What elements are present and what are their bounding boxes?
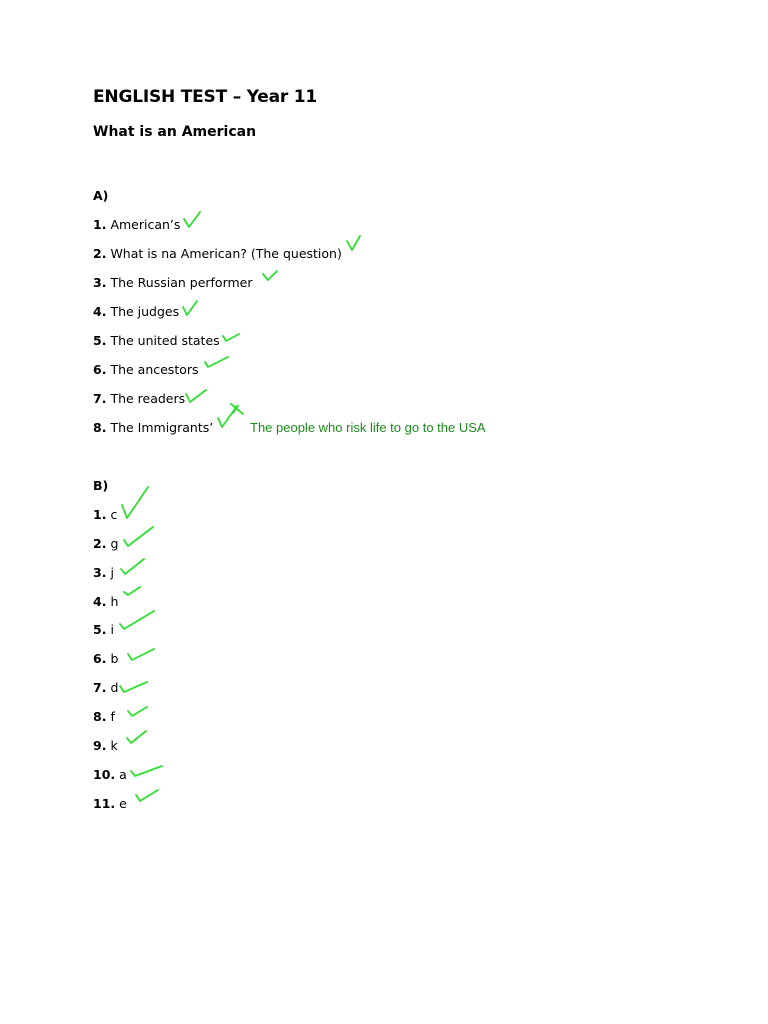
answer-b-6 [93,651,118,666]
check-mark-icon [218,406,237,427]
answer-b-11 [93,796,127,811]
check-mark-icon [122,487,148,518]
page-title: ENGLISH TEST – Year 11 [93,87,318,107]
answer-text: The united states [110,333,220,348]
answer-number: 7. [93,680,107,695]
check-mark-icon [124,587,140,595]
answer-text: c [110,507,118,522]
answer-a-5 [93,333,220,348]
answer-a-3 [93,275,253,290]
check-mark-icon [205,357,228,367]
answer-text: b [110,651,119,666]
answer-a-8 [93,420,213,435]
answer-b-3 [93,565,114,580]
answer-number: 11. [93,796,116,811]
check-mark-icon [121,559,144,574]
answer-a-6 [93,362,199,377]
answer-text: d [110,680,119,695]
answer-number: 4. [93,594,107,609]
answer-text: The ancestors [110,362,199,377]
answer-number: 2. [93,246,107,261]
check-mark-icon [120,682,147,692]
answer-b-8 [93,709,115,724]
answer-text: American’s [110,217,181,232]
answer-text: f [110,709,115,724]
answer-b-2 [93,536,118,551]
answer-b-4 [93,594,118,609]
answer-number: 6. [93,362,107,377]
answer-text: The Immigrants’ [110,420,214,435]
section-b-label: B) [93,478,109,493]
answer-number: 1. [93,217,107,232]
answer-number: 9. [93,738,107,753]
answer-text: k [110,738,118,753]
answer-a-1 [93,217,180,232]
check-mark-icon [128,649,154,660]
cross-mark-icon [231,404,243,414]
check-mark-icon [127,731,146,743]
answer-number: 3. [93,565,107,580]
answer-number: 6. [93,651,107,666]
answer-number: 10. [93,767,116,782]
check-mark-icon [186,390,206,402]
answer-a-4 [93,304,179,319]
answer-a-2 [93,246,342,261]
answer-number: 7. [93,391,107,406]
check-mark-icon [131,766,162,776]
answer-number: 5. [93,622,107,637]
answer-text: a [119,767,127,782]
check-mark-icon [183,301,197,315]
answer-b-1 [93,507,117,522]
check-mark-icon [347,236,360,250]
check-mark-icon [263,271,277,280]
answer-text: j [110,565,114,580]
answer-b-7 [93,680,118,695]
check-mark-icon [128,707,147,716]
check-mark-icon [184,212,200,227]
answer-text: h [110,594,119,609]
check-mark-icon [120,611,154,629]
check-mark-icon [223,334,239,341]
answer-text: e [119,796,127,811]
answer-text: g [110,536,119,551]
page-subtitle: What is an American [93,124,257,140]
answer-b-5 [93,622,114,637]
answer-text: The Russian performer [110,275,253,290]
answer-number: 2. [93,536,107,551]
answer-number: 8. [93,709,107,724]
answer-text: i [110,622,114,637]
check-mark-icon [124,527,153,546]
answer-text: The judges [110,304,180,319]
answer-number: 4. [93,304,107,319]
answer-number: 1. [93,507,107,522]
section-a-label: A) [93,188,109,203]
answer-b-9 [93,738,118,753]
answer-a-7 [93,391,185,406]
answer-number: 3. [93,275,107,290]
check-mark-icon [136,790,158,801]
answer-number: 5. [93,333,107,348]
teacher-comment: The people who risk life to go to the USA [250,420,486,435]
answer-text: The readers [110,391,186,406]
answer-text: What is na American? (The question) [110,246,342,261]
answer-number: 8. [93,420,107,435]
answer-b-10 [93,767,127,782]
